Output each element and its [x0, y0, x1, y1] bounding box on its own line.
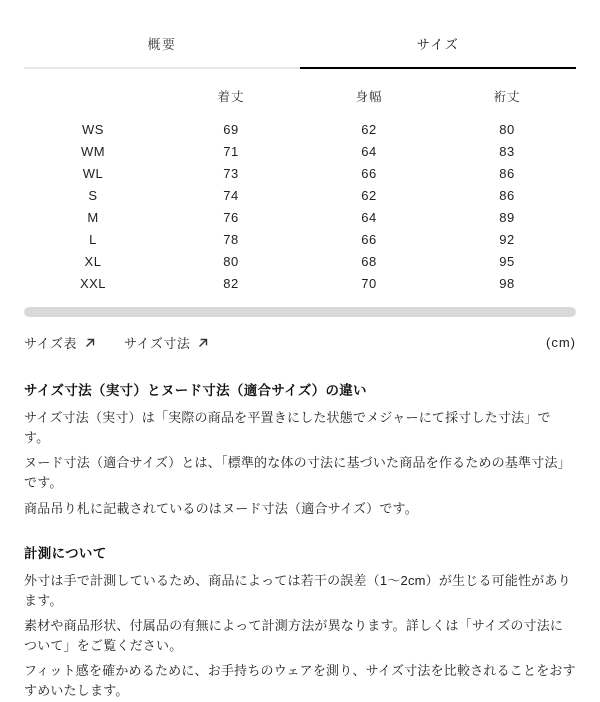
section-heading: 計測について	[24, 545, 107, 561]
size-label-cell: XL	[84, 253, 102, 269]
table-row	[24, 228, 576, 250]
value-cell: 80	[499, 121, 515, 137]
value-cell: 95	[499, 253, 515, 269]
value-cell: 70	[361, 275, 377, 291]
table-row	[24, 206, 576, 228]
column-header-body-length: 着丈	[217, 90, 245, 104]
size-chart-link[interactable]	[24, 333, 96, 352]
value-cell: 69	[223, 121, 239, 137]
value-cell: 62	[361, 187, 377, 203]
section-paragraph: サイズ寸法（実寸）は「実際の商品を平置きにした状態でメジャーにて採寸した寸法」です。	[24, 410, 551, 446]
section-size-vs-nude	[24, 379, 576, 519]
value-cell: 76	[223, 209, 239, 225]
value-cell: 78	[223, 231, 239, 247]
value-cell: 71	[223, 143, 239, 159]
size-label-cell: WL	[82, 165, 104, 181]
size-label-cell: S	[88, 187, 98, 203]
tab-size[interactable]: サイズ	[300, 34, 576, 69]
size-column-header-blank	[24, 79, 162, 118]
value-cell: 82	[223, 275, 239, 291]
size-dimensions-link-label: サイズ寸法	[123, 336, 191, 351]
column-header-body-width: 身幅	[355, 90, 383, 104]
table-scrollbar[interactable]	[24, 307, 576, 317]
size-label-cell: L	[89, 231, 97, 247]
size-table	[24, 79, 576, 294]
table-row	[24, 140, 576, 162]
value-cell: 80	[223, 253, 239, 269]
size-chart-link-label: サイズ表	[24, 336, 77, 351]
section-measurement	[24, 542, 576, 702]
section-paragraph: 商品吊り札に記載されているのはヌード寸法（適合サイズ）です。	[24, 500, 418, 516]
value-cell: 66	[361, 165, 377, 181]
value-cell: 74	[223, 187, 239, 203]
value-cell: 92	[499, 231, 515, 247]
value-cell: 89	[499, 209, 515, 225]
value-cell: 73	[223, 165, 239, 181]
value-cell: 86	[499, 187, 515, 203]
external-link-arrow-icon	[84, 337, 96, 349]
external-link-arrow-icon	[197, 337, 209, 349]
section-paragraph: フィット感を確かめるために、お手持ちのウェアを測り、サイズ寸法を比較されることをおすすめいたします。	[24, 663, 576, 699]
column-header-sleeve-length: 裄丈	[493, 90, 521, 104]
section-heading: サイズ寸法（実寸）とヌード寸法（適合サイズ）の違い	[24, 383, 367, 398]
links-row	[24, 333, 576, 352]
size-label-cell: M	[87, 209, 99, 225]
table-row	[24, 118, 576, 140]
table-row	[24, 250, 576, 272]
section-paragraph: 外寸は手で計測しているため、商品によっては若干の誤差（1～2cm）が生じる可能性があります。	[24, 572, 571, 608]
section-paragraph: ヌード寸法（適合サイズ）とは、「標準的な体の寸法に基づいた商品を作るための基準寸法」です。	[24, 455, 571, 491]
tab-bar	[24, 0, 576, 69]
value-cell: 64	[361, 209, 377, 225]
value-cell: 86	[499, 165, 515, 181]
value-cell: 62	[361, 121, 377, 137]
table-row	[24, 272, 576, 294]
size-label-cell: WS	[82, 121, 104, 137]
value-cell: 64	[361, 143, 377, 159]
tab-overview[interactable]: 概要	[24, 34, 300, 69]
section-paragraph: 素材や商品形状、付属品の有無によって計測方法が異なります。詳しくは「サイズの寸法について」をご覧ください。	[24, 617, 564, 654]
size-table-header-row	[24, 79, 576, 118]
value-cell: 66	[361, 231, 377, 247]
table-row	[24, 184, 576, 206]
size-dimensions-link[interactable]	[124, 333, 209, 352]
table-row	[24, 162, 576, 184]
value-cell: 83	[499, 143, 515, 159]
unit-label: (cm)	[546, 335, 576, 350]
size-label-cell: XXL	[79, 275, 107, 291]
value-cell: 98	[499, 275, 515, 291]
value-cell: 68	[361, 253, 377, 269]
size-label-cell: WM	[80, 143, 106, 159]
